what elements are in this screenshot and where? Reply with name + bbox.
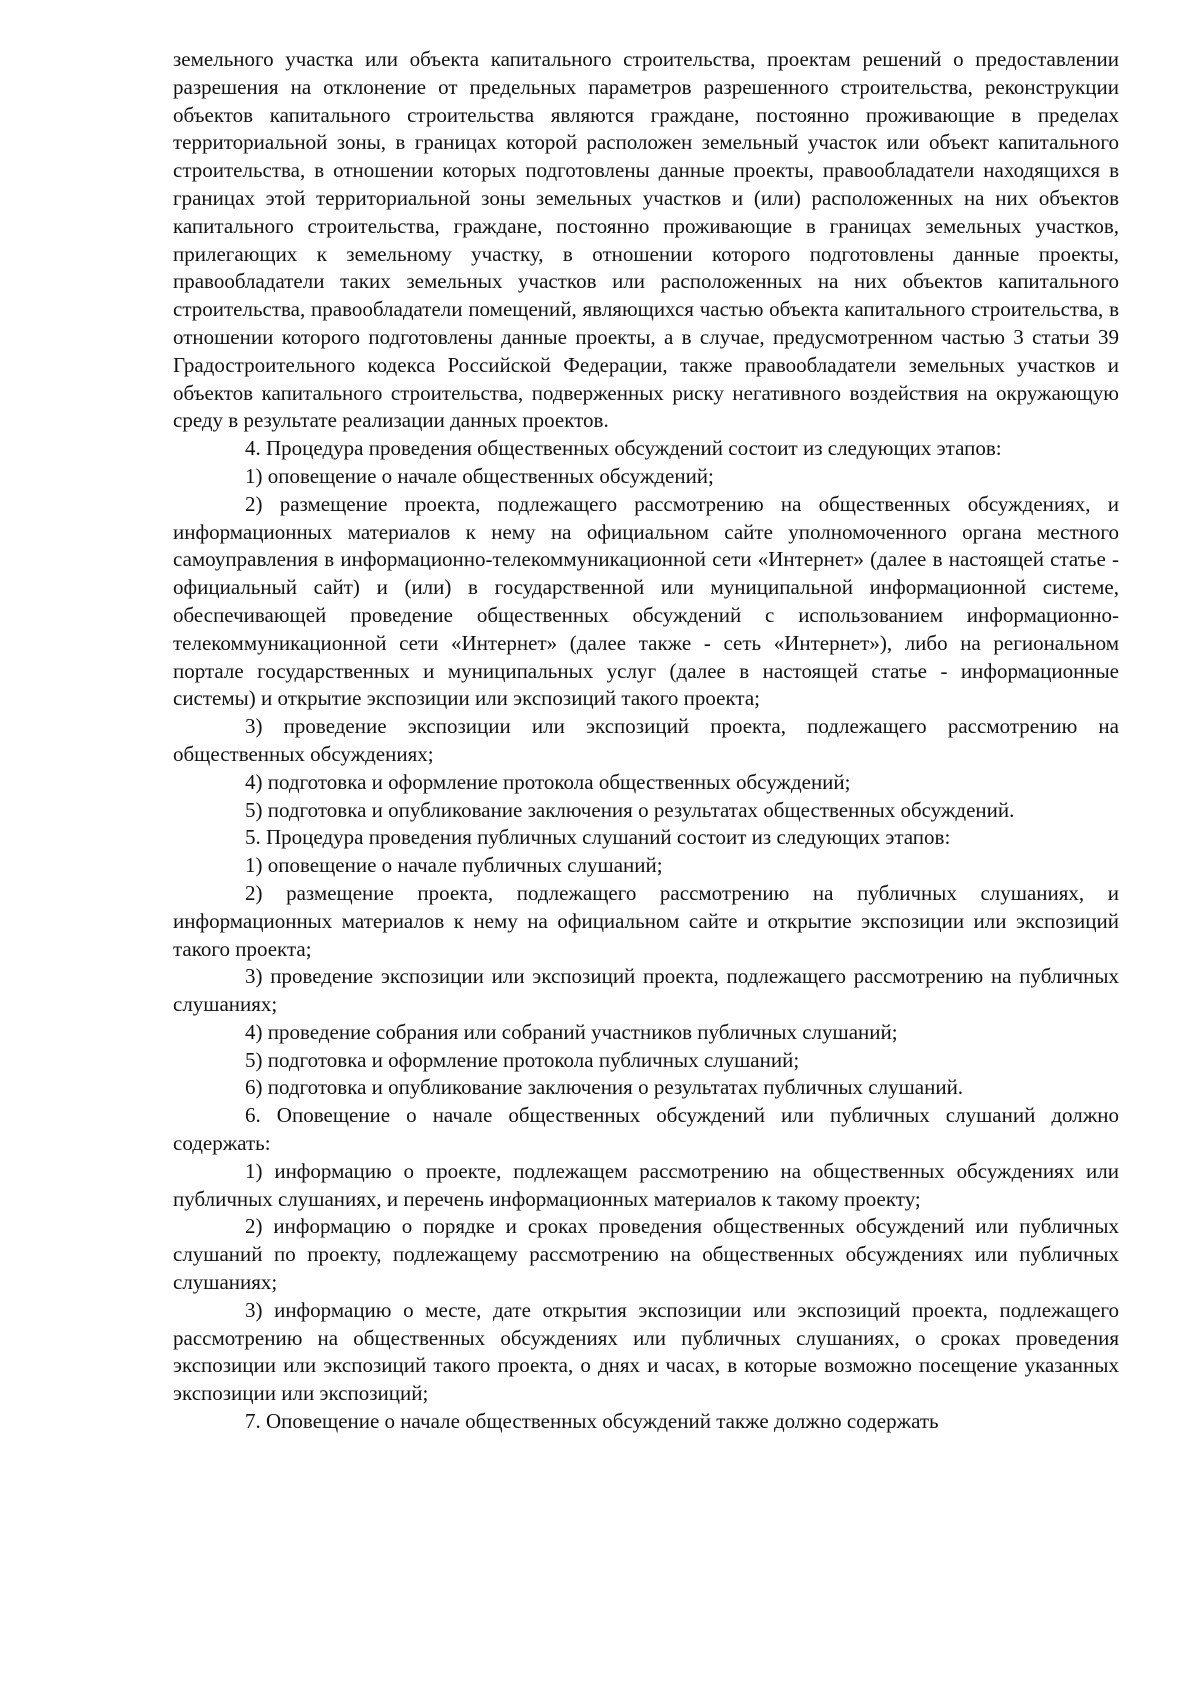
- list-item: 1) оповещение о начале общественных обсуждений;: [245, 463, 714, 488]
- list-item: 1) информацию о проекте, подлежащем рассмотрению на общественных обсуждениях или публичных слушаниях, и перечень информационных материалов к такому проекту;: [173, 1158, 1119, 1211]
- list-item: 4) подготовка и оформление протокола общественных обсуждений;: [245, 769, 851, 794]
- document-page: [173, 46, 1119, 1436]
- list-item: 2) информацию о порядке и сроках проведения общественных обсуждений или публичных слушаний по проекту, подлежащему рассмотрению на общественных обсуждениях или публичных слушаниях;: [173, 1214, 1119, 1295]
- list-item: 2) размещение проекта, подлежащего рассмотрению на общественных обсуждениях, и информационных материалов к нему на официальном сайте уполномоченного органа местного самоуправления в информационно-телекоммуникационной сети «Интернет» (далее в настоящей статье - официальный сайт) и (или) в государственной или муниципальной информационной системе, обеспечивающей проведение общественных обсуждений с использованием информационно-телекоммуникационной сети «Интернет» (далее также - сеть «Интернет»), либо на региональном портале государственных и муниципальных услуг (далее в настоящей статье - информационные системы) и открытие экспозиции или экспозиций такого проекта;: [173, 491, 1119, 711]
- list-item: 5) подготовка и опубликование заключения о результатах общественных обсуждений.: [245, 797, 1015, 822]
- list-item: 3) информацию о месте, дате открытия экспозиции или экспозиций проекта, подлежащего рассмотрению на общественных обсуждениях или публичных слушаниях, о сроках проведения экспозиции или экспозиций такого проекта, о днях и часах, в которые возможно посещение указанных экспозиции или экспозиций;: [173, 1297, 1119, 1406]
- paragraph-participants-continued: земельного участка или объекта капитального строительства, проектам решений о предоставлении разрешения на отклонение от предельных параметров разрешенного строительства, реконструкции объектов капитального строительства являются граждане, постоянно проживающие в пределах территориальной зоны, в границах которой расположен земельный участок или объект капитального строительства, в отношении которых подготовлены данные проекты, правообладатели находящихся в границах этой территориальной зоны земельных участков и (или) расположенных на них объектов капитального строительства, граждане, постоянно проживающие в границах земельных участков, прилегающих к земельному участку, в отношении которого подготовлены данные проекты, правообладатели таких земельных участков или расположенных на них объектов капитального строительства, правообладатели помещений, являющихся частью объекта капитального строительства, в отношении которого подготовлены данные проекты, а в случае, предусмотренном частью 3 статьи 39 Градостроительного кодекса Российской Федерации, также правообладатели земельных участков и объектов капитального строительства, подверженных риску негативного воздействия на окружающую среду в результате реализации данных проектов.: [173, 47, 1119, 433]
- list-item: 1) оповещение о начале публичных слушаний;: [245, 853, 663, 878]
- list-item: 3) проведение экспозиции или экспозиций проекта, подлежащего рассмотрению на общественных обсуждениях;: [173, 714, 1119, 766]
- list-item: 6) подготовка и опубликование заключения о результатах публичных слушаний.: [245, 1075, 964, 1100]
- list-item: 3) проведение экспозиции или экспозиций проекта, подлежащего рассмотрению на публичных слушаниях;: [173, 964, 1119, 1017]
- list-item: 5) подготовка и оформление протокола публичных слушаний;: [245, 1047, 800, 1072]
- paragraph-item-6: 6. Оповещение о начале общественных обсуждений или публичных слушаний должно содержать:: [173, 1103, 1119, 1156]
- paragraph-item-4: 4. Процедура проведения общественных обсуждений состоит из следующих этапов:: [245, 436, 1002, 461]
- list-item: 4) проведение собрания или собраний участников публичных слушаний;: [245, 1019, 898, 1044]
- paragraph-item-7: 7. Оповещение о начале общественных обсуждений также должно содержать: [245, 1409, 939, 1434]
- list-item: 2) размещение проекта, подлежащего рассмотрению на публичных слушаниях, и информационных материалов к нему на официальном сайте и открытие экспозиции или экспозиций такого проекта;: [173, 880, 1119, 961]
- paragraph-item-5: 5. Процедура проведения публичных слушаний состоит из следующих этапов:: [245, 825, 951, 850]
